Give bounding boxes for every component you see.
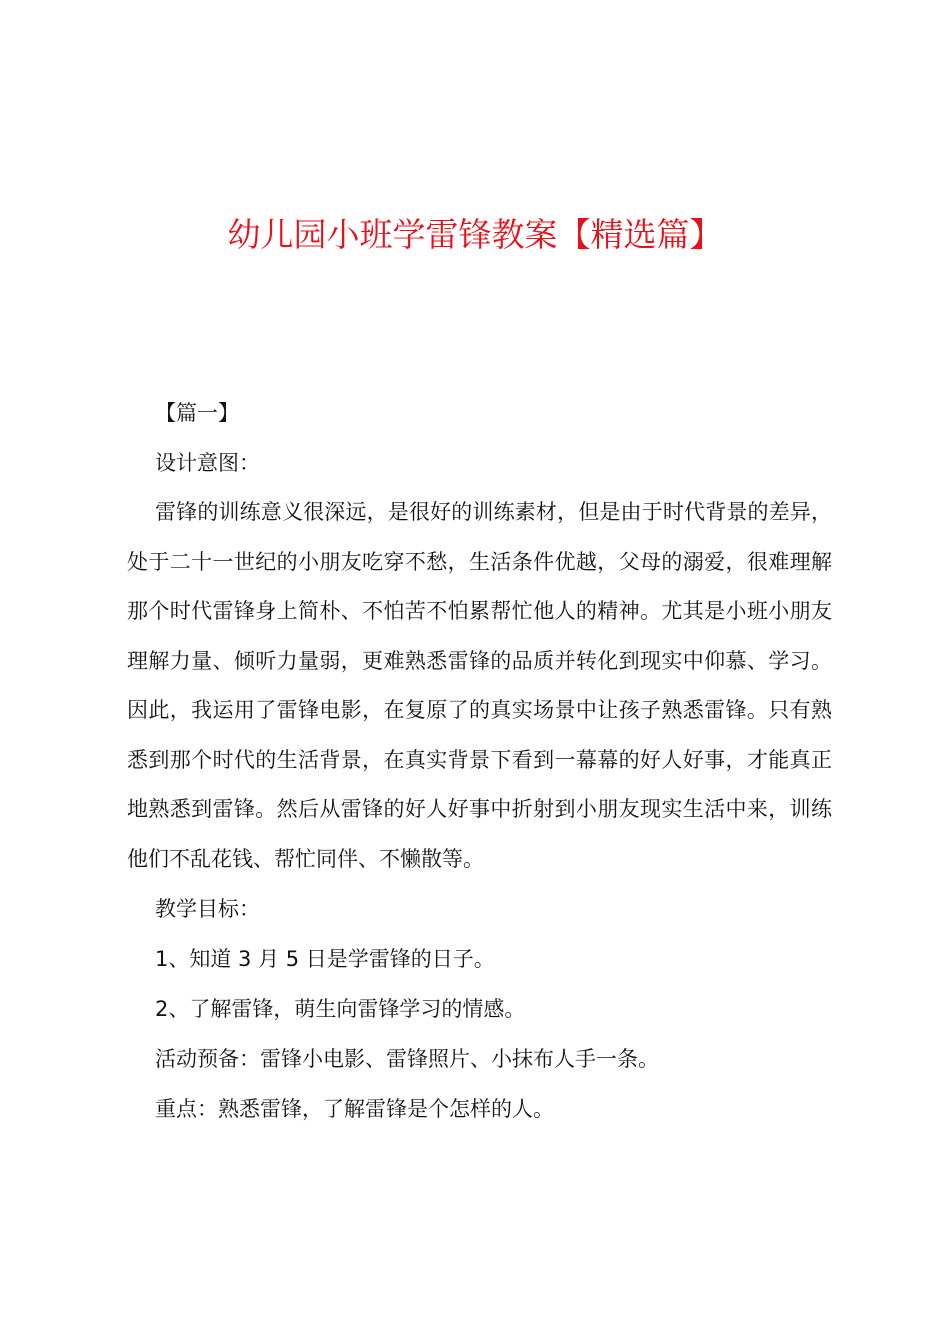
design-intent-heading: 设计意图：: [155, 451, 260, 475]
document-title: 幼儿园小班学雷锋教案【精选篇】: [227, 215, 723, 254]
section-heading: 【篇一】: [155, 401, 239, 425]
key-point-text: 重点：熟悉雷锋，了解雷锋是个怎样的人。: [155, 1097, 554, 1121]
document-body: [127, 388, 832, 1134]
preparation-text: 活动预备：雷锋小电影、雷锋照片、小抹布人手一条。: [155, 1047, 659, 1071]
goal-item-1: 1、知道 3 月 5 日是学雷锋的日子。: [155, 947, 495, 971]
design-intent-paragraph: 雷锋的训练意义很深远，是很好的训练素材，但是由于时代背景的差异，处于二十一世纪的小朋友吃穿不愁，生活条件优越，父母的溺爱，很难理解那个时代雷锋身上简朴、不怕苦不怕累帮忙他人的精神。尤其是小班小朋友理解力量、倾听力量弱，更难熟悉雷锋的品质并转化到现实中仰慕、学习。因此，我运用了雷锋电影，在复原了的真实场景中让孩子熟悉雷锋。只有熟悉到那个时代的生活背景，在真实背景下看到一幕幕的好人好事，才能真正地熟悉到雷锋。然后从雷锋的好人好事中折射到小朋友现实生活中来，训练他们不乱花钱、帮忙同伴、不懒散等。: [127, 500, 832, 871]
goal-item-2: 2、了解雷锋，萌生向雷锋学习的情感。: [155, 997, 526, 1021]
goals-heading: 教学目标：: [155, 897, 260, 921]
